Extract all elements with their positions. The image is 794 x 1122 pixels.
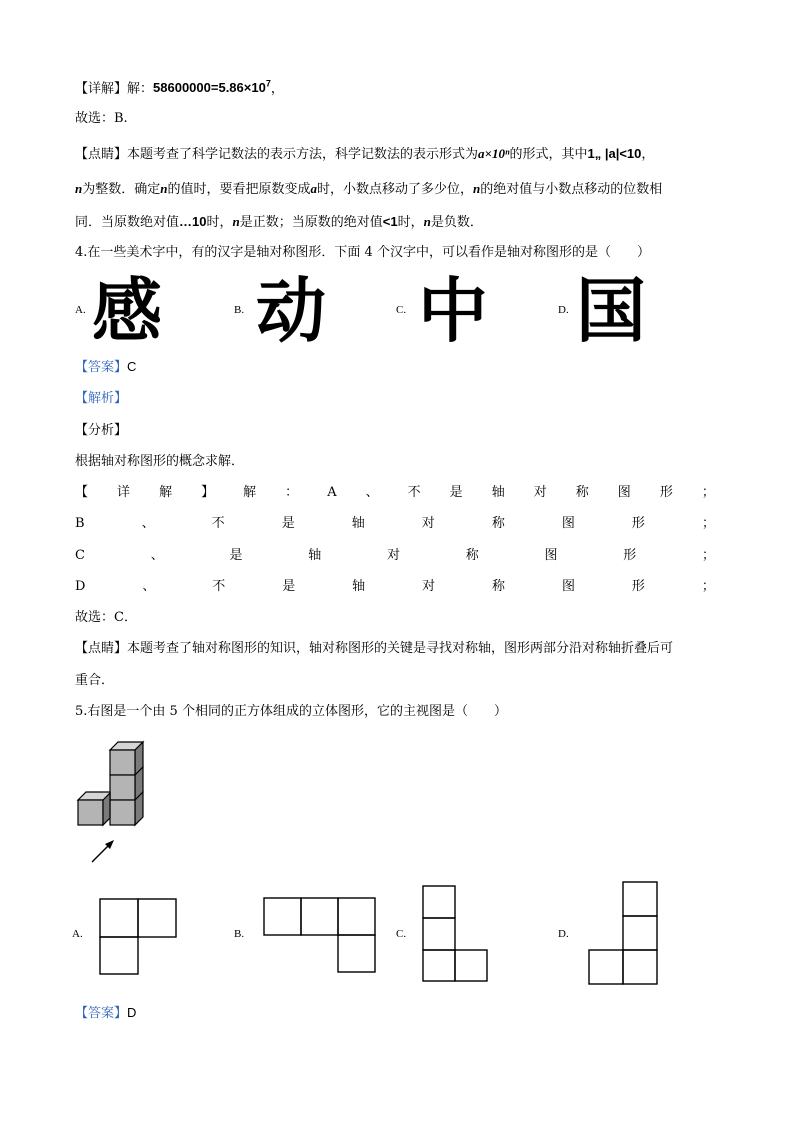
detail-char: ； <box>701 579 715 594</box>
q5-answer <box>75 1004 136 1023</box>
detail-char: D <box>75 579 86 594</box>
comment-text: 的形式，其中 <box>509 147 588 162</box>
detail-prefix: 解： <box>127 81 154 97</box>
answer-value: C <box>127 359 137 374</box>
q4-option-d-char: 国 <box>576 270 646 352</box>
comment-text: 时，小数点移动了多少位， <box>317 182 474 197</box>
var-n: n <box>473 181 481 196</box>
detail-char: ； <box>701 516 715 531</box>
q4-option-b-label: B. <box>234 304 245 316</box>
detail-char: 形 <box>631 579 645 594</box>
q4-detail-row-2 <box>75 515 715 533</box>
q4-option-c-char: 中 <box>418 270 488 352</box>
q5-option-b-label: B. <box>234 928 245 940</box>
comment-text: 时， <box>397 215 424 230</box>
detail-char: 轴 <box>491 485 505 500</box>
comment-line-2 <box>75 180 662 199</box>
answer-line-1: 故选：B. <box>75 111 128 126</box>
var-n: n <box>160 181 168 196</box>
comment-line-3 <box>75 213 483 232</box>
comment-text: 时， <box>206 215 233 230</box>
comment-text: ， <box>641 147 655 162</box>
detail-char: 轴 <box>351 516 365 531</box>
detail-char: 、 <box>150 548 164 563</box>
answer-value: D <box>127 1005 137 1020</box>
q4-analysis-label: 【解析】 <box>75 391 128 406</box>
detail-char: 【 <box>75 485 89 500</box>
q5-option-c-figure <box>421 884 491 984</box>
detail-char: 】 <box>201 485 215 500</box>
comment-text: 的值时，要看把原数变成 <box>167 182 311 197</box>
detail-char: 形 <box>659 485 673 500</box>
var-n: n <box>423 214 431 229</box>
cube-stack-figure <box>72 738 152 868</box>
var-n: n <box>232 214 240 229</box>
detail-char: 是 <box>282 579 296 594</box>
q4-option-a-label: A. <box>75 304 86 316</box>
answer-label: 【答案】 <box>75 360 128 375</box>
comment-text: 是负数． <box>430 215 483 230</box>
detail-char: 对 <box>421 516 435 531</box>
comment-text: 是正数；当原数的绝对值 <box>239 215 383 230</box>
detail-char: 详 <box>117 485 131 500</box>
detail-char: 轴 <box>308 548 322 563</box>
var-a: a <box>310 181 317 196</box>
detail-char: 对 <box>386 548 400 563</box>
detail-char: 、 <box>365 485 379 500</box>
q4-fenxi-text: 根据轴对称图形的概念求解． <box>75 454 245 469</box>
detail-char: 解 <box>243 485 257 500</box>
q4-option-b-char: 动 <box>256 270 326 352</box>
detail-char: 、 <box>142 579 156 594</box>
formula-suffix: ， <box>270 81 284 97</box>
comment-text: 本题考查了科学记数法的表示方法，科学记数法的表示形式为 <box>127 147 479 162</box>
formula: $58600000=5.86\times 10^7$ <box>153 79 271 96</box>
detail-char: 不 <box>211 516 225 531</box>
q4-option-a-char: 感 <box>92 270 162 352</box>
detail-line <box>75 75 284 98</box>
detail-char: C <box>75 548 85 563</box>
q4-option-c-label: C. <box>396 304 407 316</box>
detail-char: 形 <box>623 548 637 563</box>
detail-char: ； <box>701 485 715 500</box>
formula-lt1: <1 <box>382 214 398 229</box>
detail-char: 图 <box>544 548 558 563</box>
detail-char: ； <box>701 548 715 563</box>
detail-char: B <box>75 516 85 531</box>
detail-char: 称 <box>575 485 589 500</box>
detail-label: 【详解】 <box>75 81 128 97</box>
detail-char: 图 <box>561 579 575 594</box>
q4-comment-line-2: 重合． <box>75 673 115 688</box>
formula-sci: a×10ⁿ <box>478 146 510 161</box>
q4-fenxi-label: 【分析】 <box>75 423 128 438</box>
q5-option-d-label: D. <box>558 928 569 940</box>
detail-char: 对 <box>533 485 547 500</box>
detail-char: 、 <box>141 516 155 531</box>
comment-text: 同．当原数绝对值 <box>75 215 180 230</box>
detail-char: 不 <box>407 485 421 500</box>
q4-detail-row-3 <box>75 547 715 565</box>
detail-char: A <box>327 485 337 500</box>
q5-option-b-figure <box>262 896 380 976</box>
detail-char: 图 <box>617 485 631 500</box>
detail-char: 是 <box>229 548 243 563</box>
q5-option-d-figure <box>586 880 660 988</box>
comment-label: 【点睛】 <box>75 641 128 656</box>
q4-option-d-label: D. <box>558 304 569 316</box>
comment-text: 本题考查了轴对称图形的知识，轴对称图形的关键是寻找对称轴，图形两部分沿对称轴折叠后可 <box>127 641 674 656</box>
detail-char: 称 <box>492 579 506 594</box>
formula-ge10: …10 <box>179 214 207 229</box>
var-n: n <box>75 181 83 196</box>
question-4: 4.在一些美术字中，有的汉字是轴对称图形．下面 4 个汉字中，可以看作是轴对称图形的是（ ） <box>75 245 650 260</box>
q4-detail-row-1 <box>75 484 715 502</box>
answer-label: 【答案】 <box>75 1006 128 1021</box>
comment-line-1 <box>75 145 654 164</box>
q5-option-a-figure <box>98 897 180 977</box>
comment-label: 【点睛】 <box>75 147 128 162</box>
q4-answer <box>75 358 136 377</box>
detail-char: 不 <box>212 579 226 594</box>
comment-text: 的绝对值与小数点移动的位数相 <box>480 182 663 197</box>
q5-option-a-label: A. <box>72 928 83 940</box>
detail-char: 对 <box>422 579 436 594</box>
detail-char: 是 <box>449 485 463 500</box>
question-5: 5.右图是一个由 5 个相同的正方体组成的立体图形，它的主视图是（ ） <box>75 704 507 719</box>
comment-text: 为整数．确定 <box>82 182 161 197</box>
detail-char: 称 <box>491 516 505 531</box>
detail-char: 轴 <box>352 579 366 594</box>
q4-answer-line: 故选：C． <box>75 610 137 625</box>
detail-char: 称 <box>465 548 479 563</box>
q5-option-c-label: C. <box>396 928 407 940</box>
q4-comment-line-1 <box>75 640 673 658</box>
detail-char: 形 <box>631 516 645 531</box>
detail-char: 解 <box>159 485 173 500</box>
detail-char: ： <box>285 485 299 500</box>
q4-detail-row-4 <box>75 578 715 596</box>
formula-range: 1„ |a|<10 <box>587 146 642 161</box>
detail-char: 是 <box>281 516 295 531</box>
detail-char: 图 <box>561 516 575 531</box>
